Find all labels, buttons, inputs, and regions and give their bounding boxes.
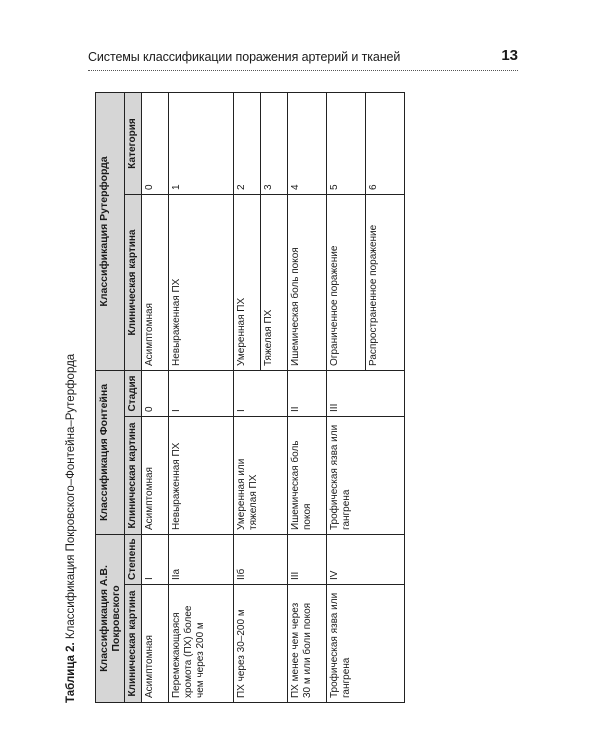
table-cell: Ишемическая боль покоя (288, 194, 327, 370)
table-cell: 4 (288, 92, 327, 194)
table-cell: I (169, 370, 234, 416)
table-row (142, 92, 169, 702)
table-cell: Ишемическая боль покоя (288, 416, 327, 534)
table-cell: Распространенное поражение (366, 194, 405, 370)
table-row (327, 92, 366, 702)
table-cell: Трофическая язва или гангрена (327, 585, 405, 703)
table-cell: Ограниченное поражение (327, 194, 366, 370)
column-header: Стадия (125, 370, 142, 416)
column-header: Категория (125, 92, 142, 194)
table-cell: I (142, 534, 169, 584)
table-cell: Невыраженная ПХ (169, 194, 234, 370)
caption-label: Таблица 2. (65, 642, 77, 703)
column-header: Клиническая картина (125, 194, 142, 370)
column-header: Степень (125, 534, 142, 584)
table-cell: Тяжелая ПХ (261, 194, 288, 370)
table-cell: 1 (169, 92, 234, 194)
table-cell: IIб (234, 534, 288, 584)
page-header (88, 46, 518, 68)
group-header-pokrovsky: Классификация А.В. Покровского (96, 534, 125, 702)
table-block (65, 93, 535, 703)
table-caption (65, 93, 85, 703)
table-row (234, 92, 261, 702)
table-cell: 6 (366, 92, 405, 194)
table-cell: Трофическая язва или гангрена (327, 416, 405, 534)
table-cell: Асимптомная (142, 585, 169, 703)
table-cell: IIа (169, 534, 234, 584)
table-cell: 2 (234, 92, 261, 194)
table-cell: 3 (261, 92, 288, 194)
table-cell: Невыраженная ПХ (169, 416, 234, 534)
table-cell: Умеренная или тяжелая ПХ (234, 416, 288, 534)
table-cell: Асимптомная (142, 416, 169, 534)
table-row (288, 92, 327, 702)
table-cell: Асимптомная (142, 194, 169, 370)
table-cell: III (327, 370, 405, 416)
column-header: Клиническая картина (125, 416, 142, 534)
table-cell: III (288, 534, 327, 584)
rotated-table-area (65, 93, 535, 703)
header-rule (88, 70, 518, 71)
column-header: Клиническая картина (125, 585, 142, 703)
caption-text: Классификация Покровского–Фонтейна–Рутерфорда (65, 353, 77, 640)
page-number: 13 (501, 47, 518, 64)
table-cell: II (288, 370, 327, 416)
running-title: Системы классификации поражения артерий и тканей (88, 50, 401, 64)
group-header-fontaine: Классификация Фонтейна (96, 370, 125, 534)
table-cell: Перемежающаяся хромота (ПХ) более чем через 200 м (169, 585, 234, 703)
table-cell: Умеренная ПХ (234, 194, 261, 370)
classification-table (95, 92, 405, 703)
table-row (169, 92, 234, 702)
group-header-rutherford: Классификация Рутерфорда (96, 92, 125, 370)
table-cell: ПХ менее чем через 30 м или боли покоя (288, 585, 327, 703)
table-cell: 0 (142, 370, 169, 416)
table-cell: I (234, 370, 288, 416)
table-cell: ПХ через 30–200 м (234, 585, 288, 703)
group-header-row (96, 92, 125, 702)
table-cell: 5 (327, 92, 366, 194)
table-cell: 0 (142, 92, 169, 194)
column-header-row (125, 92, 142, 702)
table-cell: IV (327, 534, 405, 584)
